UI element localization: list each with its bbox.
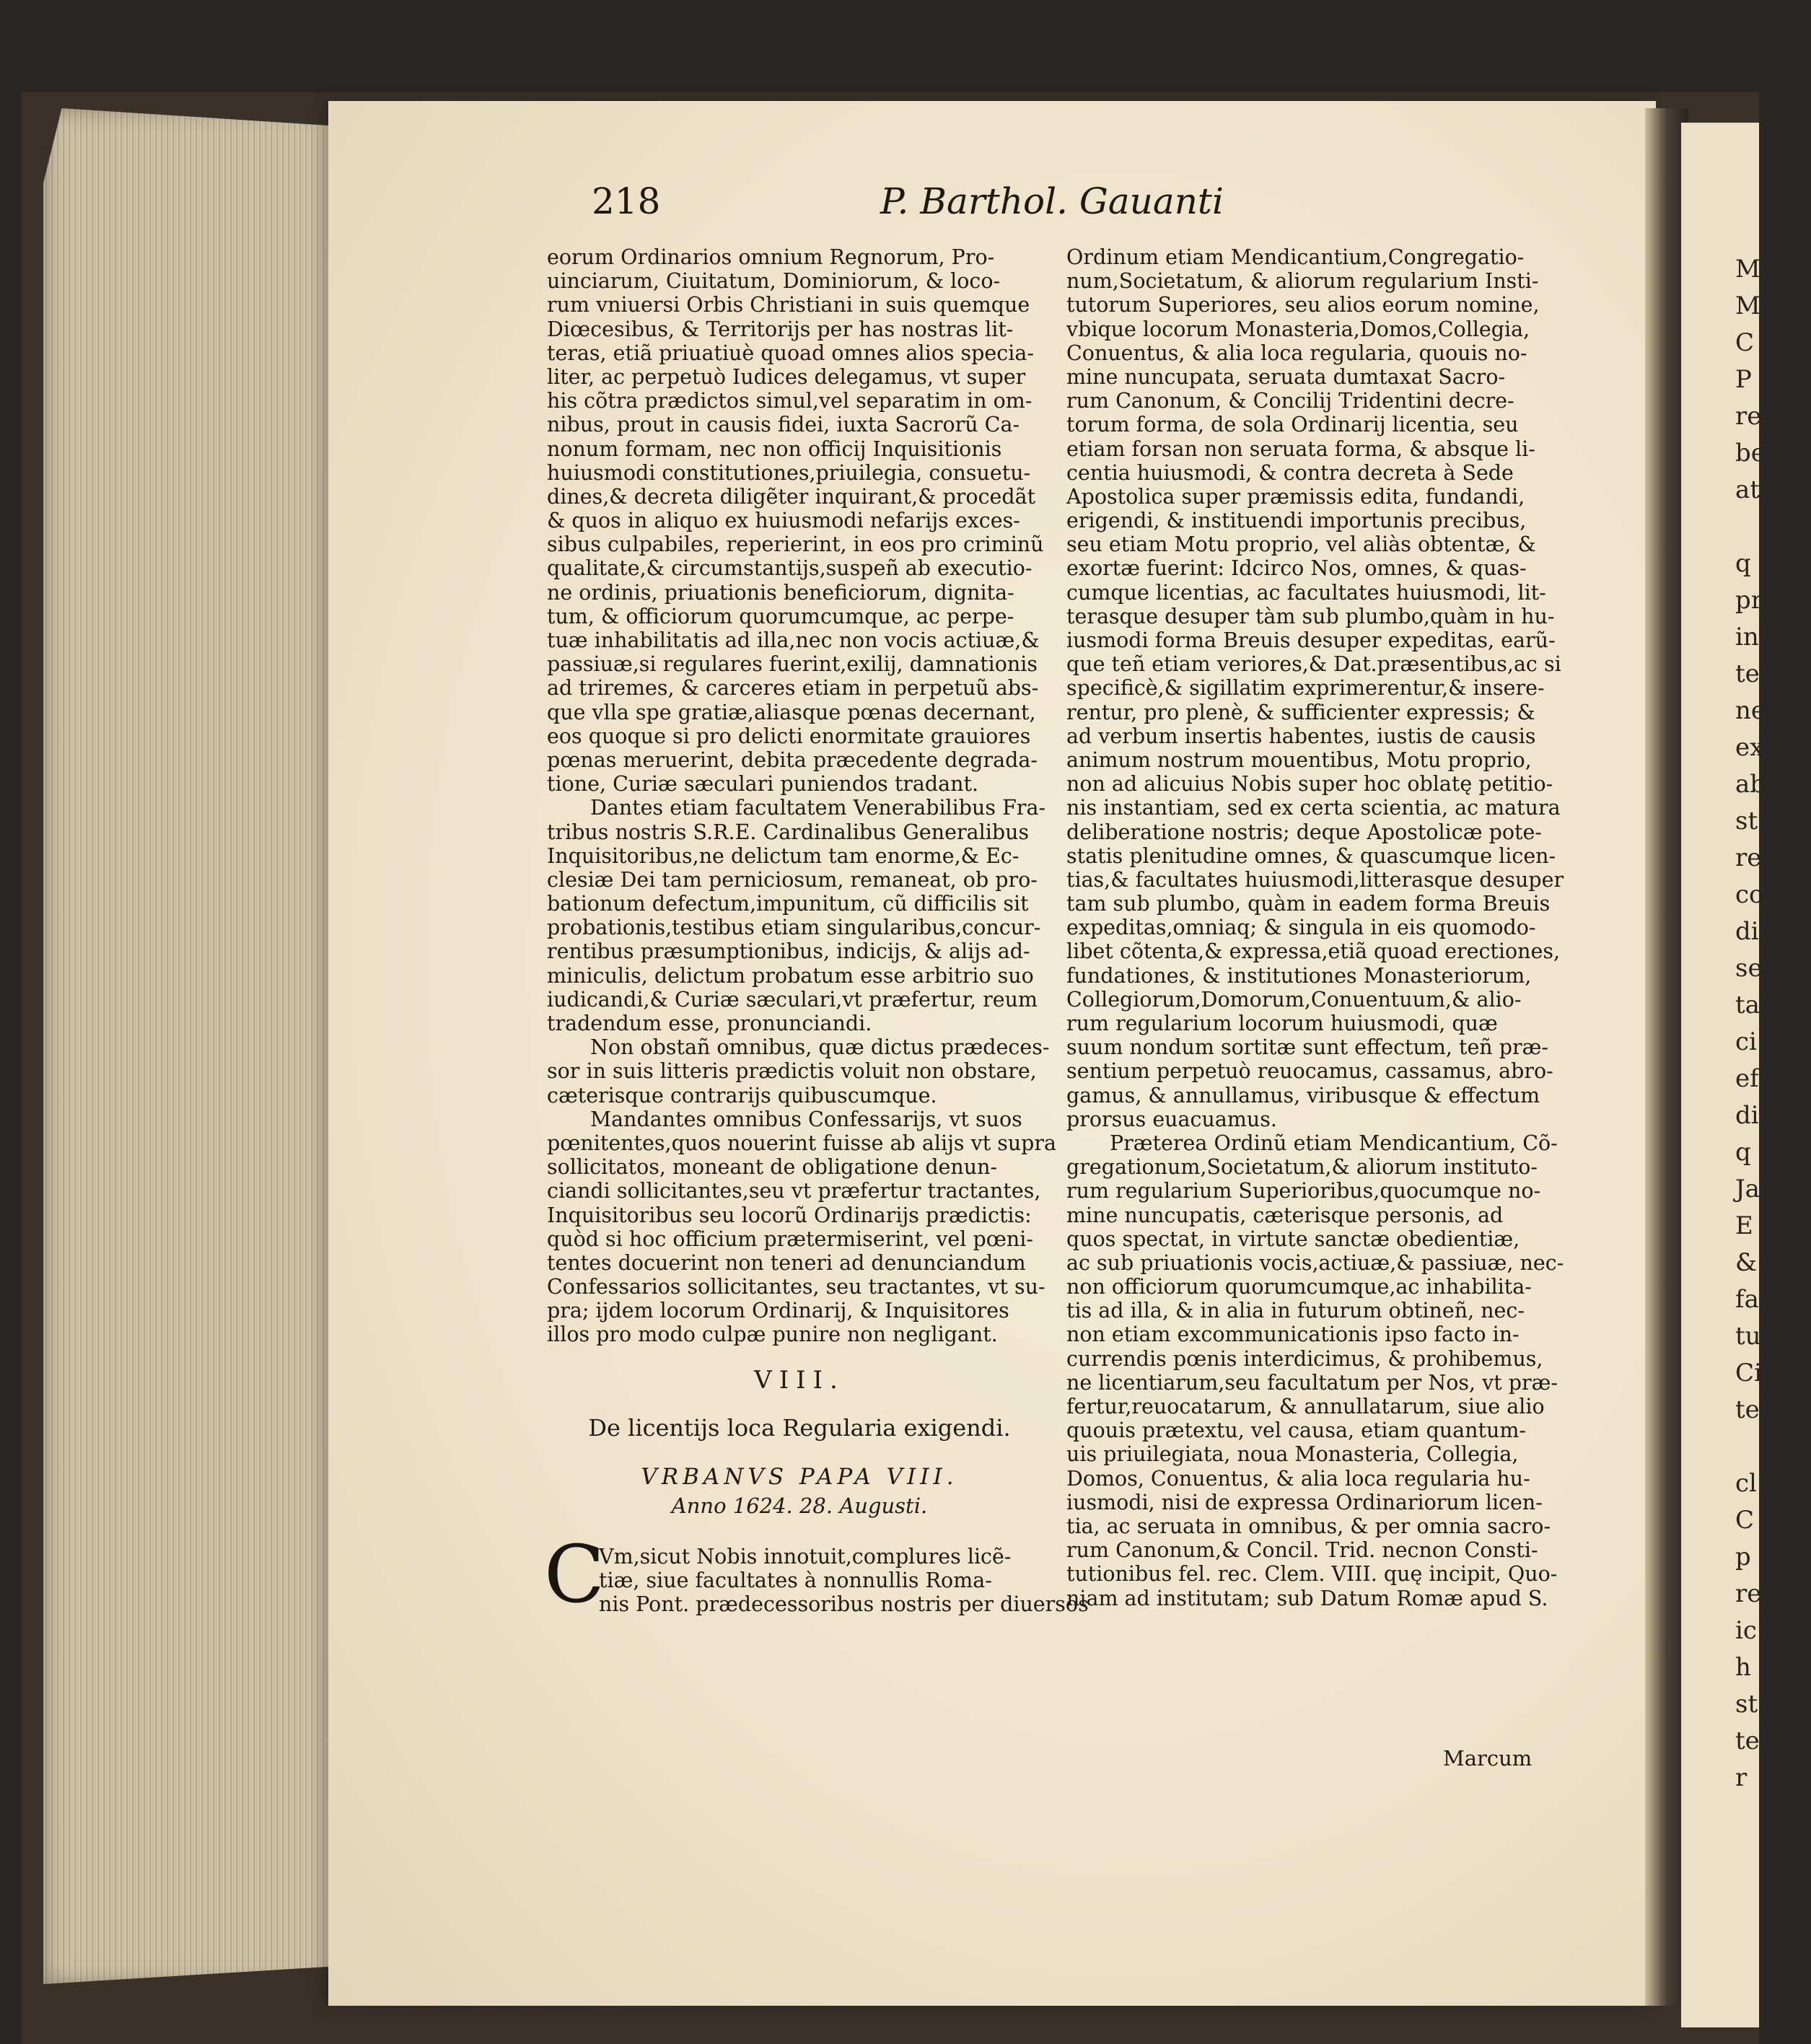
next-page-fragment: E — [1735, 1211, 1753, 1240]
running-head: P. Barthol. Gauanti — [880, 180, 1224, 222]
next-page-fragment: q — [1735, 1138, 1751, 1167]
text-line: dines,& decreta diligẽter inquirant,& procedãt — [547, 484, 1036, 509]
text-line: erigendi, & instituendi importunis precibus, — [1066, 509, 1527, 533]
text-line: quos spectat, in virtute sanctæ obedientiæ, — [1066, 1227, 1520, 1251]
text-line: quouis prætextu, vel causa, etiam quantum- — [1066, 1418, 1526, 1443]
next-page-fragment: ef — [1735, 1064, 1759, 1093]
bull-opening-lines — [547, 1544, 1089, 1617]
next-page-fragment: ic — [1735, 1616, 1757, 1645]
text-line: rum regularium locorum huiusmodi, quæ — [1066, 1012, 1498, 1035]
text-line: bationum defectum,impunitum, cũ difficilis sit — [547, 892, 1029, 916]
section-number: VIII. — [754, 1365, 845, 1395]
text-line: eorum Ordinarios omnium Regnorum, Pro- — [547, 245, 995, 269]
text-line: iudicandi,& Curiæ sæculari,vt præfertur, reum — [547, 987, 1038, 1012]
right-paragraph-2 — [1066, 1131, 1579, 1610]
page-header — [592, 180, 1241, 224]
text-line: ac sub priuationis vocis,actiuæ,& passiuæ, nec- — [1066, 1250, 1564, 1275]
text-line: etiam forsan non seruata forma, & absque li- — [1066, 437, 1535, 461]
text-line: qualitate,& circumstantijs,suspeñ ab executio- — [547, 556, 1032, 581]
text-line: vbique locorum Monasteria,Domos,Collegia, — [1066, 317, 1530, 341]
next-page-fragment: tu — [1735, 1322, 1761, 1351]
date-line: Anno 1624. 28. Augusti. — [671, 1493, 928, 1518]
right-column — [1066, 245, 1579, 1610]
catchword: Marcum — [1443, 1746, 1532, 1771]
text-line: animum nostrum mouentibus, Motu proprio, — [1066, 747, 1532, 772]
section-title: De licentijs loca Regularia exigendi. — [588, 1413, 1011, 1442]
text-line: Dantes etiam facultatem Venerabilibus Fra- — [590, 796, 1046, 820]
text-line: niam ad institutam; sub Datum Romæ apud S. — [1066, 1586, 1548, 1610]
next-page-fragment: C — [1735, 1506, 1755, 1535]
text-line: fertur,reuocatarum, & annullatarum, siue alio — [1066, 1395, 1545, 1418]
text-line: & quos in aliquo ex huiusmodi nefarijs exces- — [547, 509, 1020, 533]
text-line: nis Pont. prædecessoribus nostris per diuersos — [599, 1592, 1089, 1616]
text-line: tutionibus fel. rec. Clem. VIII. quę incipit, Quo- — [1066, 1562, 1558, 1587]
text-line: ne licentiarum,seu facultatum per Nos, vt præ- — [1066, 1370, 1558, 1395]
text-line: non officiorum quorumcumque,ac inhabilita- — [1066, 1275, 1532, 1299]
text-line: ne ordinis, priuationis beneficiorum, dignita- — [547, 580, 1014, 605]
text-line: fundationes, & institutiones Monasteriorum, — [1066, 963, 1532, 988]
next-page-fragment: h — [1735, 1653, 1751, 1682]
text-line: tis ad illa, & in alia in futurum obtineñ, nec- — [1066, 1299, 1525, 1323]
next-page-fragment: te — [1735, 1727, 1760, 1755]
text-line: sor in suis litteris prædictis voluit non obstare, — [547, 1059, 1037, 1084]
text-line: tione, Curiæ sæculari puniendos tradant. — [547, 772, 978, 797]
text-line: sollicitatos, moneant de obligatione denun- — [547, 1155, 998, 1180]
next-page-fragment: re — [1735, 843, 1762, 872]
next-page-fragment: te — [1735, 659, 1760, 688]
left-paragraph-3 — [547, 1035, 1052, 1107]
text-line: iusmodi forma Breuis desuper expeditas, earũ- — [1066, 628, 1556, 652]
text-line: Apostolica super præmissis edita, fundandi, — [1066, 484, 1525, 509]
next-page-fragment: re — [1735, 402, 1762, 431]
left-column — [544, 245, 1089, 1620]
next-page-fragment: & — [1735, 1248, 1758, 1277]
text-line: pœnas meruerint, debita præcedente degrada- — [547, 747, 1038, 772]
text-line: tutorum Superiores, seu alios eorum nomine, — [1066, 293, 1540, 317]
text-line: exortæ fuerint: Idcirco Nos, omnes, & quas- — [1066, 556, 1527, 581]
text-line: expeditas,omniaq; & singula in eis quomodo- — [1066, 916, 1536, 940]
text-line: tam sub plumbo, quàm in eadem forma Breuis — [1066, 892, 1551, 916]
text-line: his cõtra prædictos simul,vel separatim in om- — [547, 389, 1032, 413]
text-line: cæterisque contrarijs quibuscumque. — [547, 1083, 937, 1107]
text-line: num,Societatum, & aliorum regularium Insti- — [1066, 269, 1539, 294]
text-line: tribus nostris S.R.E. Cardinalibus Generalibus — [547, 820, 1030, 844]
text-line: Vm,sicut Nobis innotuit,complures licẽ- — [599, 1544, 1012, 1569]
text-line: uis priuilegiata, noua Monasteria, Collegia, — [1066, 1442, 1519, 1467]
text-line: uinciarum, Ciuitatum, Dominiorum, & loco- — [547, 269, 1001, 294]
left-paragraph-4 — [547, 1107, 1057, 1347]
text-line: sibus culpabiles, reperierint, in eos pro criminũ — [547, 532, 1044, 557]
text-line: cumque licentias, ac facultates huiusmodi, lit- — [1066, 580, 1546, 605]
text-line: Præterea Ordinũ etiam Mendicantium, Cõ- — [1110, 1131, 1558, 1155]
text-line: rum Canonum,& Concil. Trid. necnon Consti- — [1066, 1538, 1538, 1563]
text-line: que vlla spe gratiæ,aliasque pœnas decernant, — [547, 700, 1036, 724]
text-line: deliberatione nostris; deque Apostolicæ pote- — [1066, 820, 1542, 844]
text-line: tias,& facultates huiusmodi,litterasque desuper — [1066, 867, 1564, 892]
next-page-fragment: co — [1735, 880, 1764, 909]
text-line: Ordinum etiam Mendicantium,Congregatio- — [1066, 245, 1525, 269]
text-line: centia huiusmodi, & contra decreta à Sede — [1066, 460, 1514, 485]
text-line: tum, & officiorum quorumcumque, ac perpe- — [547, 604, 1014, 628]
text-line: rum vniuersi Orbis Christiani in suis quemque — [547, 293, 1030, 317]
text-line: passiuæ,si regulares fuerint,exilij, damnationis — [547, 652, 1038, 677]
text-line: rentur, pro plenè, & sufficienter expressis; & — [1066, 700, 1535, 724]
next-page-fragment: M — [1735, 291, 1760, 320]
next-page-fragment: p — [1735, 1543, 1751, 1571]
text-line: currendis pœnis interdicimus, & prohibemus, — [1066, 1346, 1543, 1371]
text-line: seu etiam Motu proprio, vel aliàs obtentæ, & — [1066, 532, 1536, 557]
next-page-fragment: Ja — [1735, 1175, 1760, 1203]
bull-opening — [544, 1527, 1089, 1620]
next-page-fragment: te — [1735, 1395, 1760, 1424]
text-line: prorsus euacuamus. — [1066, 1107, 1277, 1131]
next-page-fragment: P — [1735, 365, 1752, 394]
next-page-fragment: cl — [1735, 1469, 1757, 1498]
text-line: pra; ijdem locorum Ordinarij, & Inquisitores — [547, 1299, 1009, 1323]
page-number: 218 — [592, 180, 661, 222]
right-paragraph-1 — [1066, 245, 1579, 1131]
text-line: illos pro modo culpæ punire non negligant. — [547, 1323, 998, 1347]
left-paragraph-1 — [547, 245, 1052, 796]
next-page-edge — [1681, 123, 1766, 2027]
next-page-fragment: se — [1735, 954, 1763, 983]
text-line: huiusmodi constitutiones,priuilegia, consuetu- — [547, 460, 1031, 485]
next-page-fragment: st — [1735, 807, 1758, 835]
text-line: Mandantes omnibus Confessarijs, vt suos — [590, 1107, 1022, 1131]
text-line: teras, etiã priuatiuè quoad omnes alios specia- — [547, 341, 1034, 365]
text-line: torum forma, de sola Ordinarij licentia, seu — [1066, 413, 1519, 437]
next-page-fragment: di — [1735, 917, 1759, 946]
text-line: tuæ inhabilitatis ad illa,nec non vocis actiuæ,& — [547, 628, 1040, 652]
text-line: tia, ac seruata in omnibus, & per omnia sacro- — [1066, 1514, 1551, 1538]
text-line: probationis,testibus etiam singularibus,concur- — [547, 916, 1041, 940]
text-line: pœnitentes,quos nouerint fuisse ab alijs vt supra — [547, 1131, 1057, 1155]
text-line: nis instantiam, sed ex certa scientia, ac matura — [1066, 796, 1561, 820]
next-page-fragment: Ci — [1735, 1359, 1762, 1387]
text-line: Inquisitoribus seu locorũ Ordinarijs prædictis: — [547, 1203, 1032, 1227]
text-line: tiæ, siue facultates à nonnullis Roma- — [599, 1568, 992, 1592]
text-line: nibus, prout in causis fidei, iuxta Sacrorũ Ca- — [547, 413, 1020, 437]
drop-cap: C — [544, 1527, 605, 1620]
next-page-fragment: ta — [1735, 991, 1760, 1019]
text-line: ciandi sollicitantes,seu vt præfertur tractantes, — [547, 1179, 1041, 1203]
next-page-fragment: di — [1735, 1101, 1759, 1130]
text-line: sentium perpetuò reuocamus, cassamus, abro- — [1066, 1059, 1553, 1084]
text-line: rentibus præsumptionibus, indicijs, & alijs ad- — [547, 939, 1030, 964]
text-line: Domos, Conuentus, & alia loca regularia hu- — [1066, 1466, 1530, 1491]
text-line: suum nondum sortitæ sunt effectum, teñ præ- — [1066, 1035, 1549, 1060]
next-page-fragment: ab — [1735, 770, 1766, 799]
text-line: statis plenitudine omnes, & quascumque licen- — [1066, 843, 1556, 868]
text-line: liter, ac perpetuò Iudices delegamus, vt super — [547, 364, 1026, 389]
text-line: non etiam excommunicationis ipso facto in- — [1066, 1323, 1520, 1347]
text-line: gamus, & annullamus, viribusque & effectum — [1066, 1083, 1540, 1107]
next-page-fragment: at — [1735, 475, 1760, 504]
next-page-fragment: r — [1735, 1763, 1748, 1792]
text-line: terasque desuper tàm sub plumbo,quàm in hu- — [1066, 604, 1555, 628]
text-line: quòd si hoc officium prætermiserint, vel pœni- — [547, 1227, 1033, 1251]
next-page-fragment: ne — [1735, 696, 1766, 725]
text-line: Inquisitoribus,ne delictum tam enorme,& Ec- — [547, 843, 1019, 868]
text-line: clesiæ Dei tam perniciosum, remaneat, ob pro- — [547, 867, 1038, 892]
text-line: que teñ etiam veriores,& Dat.præsentibus,ac si — [1066, 652, 1561, 677]
text-line: eos quoque si pro delicti enormitate grauiores — [547, 724, 1031, 748]
left-paragraph-2 — [547, 796, 1052, 1035]
next-page-fragment: C — [1735, 328, 1755, 357]
text-line: iusmodi, nisi de expressa Ordinariorum licen- — [1066, 1490, 1543, 1514]
text-line: gregationum,Societatum,& aliorum instituto- — [1066, 1155, 1538, 1180]
text-line: nonum formam, nec non officij Inquisitionis — [547, 437, 1002, 461]
next-page-fragment: ci — [1735, 1027, 1757, 1056]
text-line: rum regularium Superioribus,quocumque no- — [1066, 1179, 1541, 1203]
text-line: Conuentus, & alia loca regularia, quouis no- — [1066, 341, 1527, 365]
text-line: specificè,& sigillatim exprimerentur,& insere- — [1066, 676, 1545, 701]
next-page-fragment: fa — [1735, 1285, 1759, 1314]
text-line: non ad alicuius Nobis super hoc oblatę petitio- — [1066, 772, 1553, 797]
next-page-fragment: M — [1735, 255, 1760, 284]
text-line: rum Canonum, & Concilij Tridentini decre- — [1066, 389, 1514, 413]
text-line: ad verbum insertis habentes, iustis de causis — [1066, 724, 1536, 748]
text-line: Non obstañ omnibus, quæ dictus prædeces- — [590, 1035, 1050, 1060]
next-page-fragment: q — [1735, 549, 1751, 578]
text-line: mine nuncupatis, cæterisque personis, ad — [1066, 1203, 1504, 1227]
next-page-fragment: ex — [1735, 733, 1764, 762]
text-line: miniculis, delictum probatum esse arbitrio suo — [547, 963, 1034, 988]
next-page-fragment: pr — [1735, 586, 1763, 615]
text-line: Diœcesibus, & Territorijs per has nostras lit- — [547, 317, 1014, 341]
next-page-fragment: in — [1735, 623, 1759, 652]
text-line: tradendum esse, pronunciandi. — [547, 1012, 872, 1035]
text-line: libet cõtenta,& expressa,etiã quoad erectiones, — [1066, 939, 1561, 964]
text-line: tentes docuerint non teneri ad denunciandum — [547, 1250, 1026, 1275]
next-page-fragment: re — [1735, 1579, 1762, 1608]
text-line: Confessarios sollicitantes, seu tractantes, vt su- — [547, 1275, 1045, 1299]
text-line: Collegiorum,Domorum,Conuentuum,& alio- — [1066, 987, 1522, 1012]
text-line: ad triremes, & carceres etiam in perpetuũ abs- — [547, 676, 1039, 701]
next-page-fragment: st — [1735, 1690, 1758, 1719]
next-page-fragment: be — [1735, 439, 1766, 468]
pope-name: VRBANVS PAPA VIII. — [641, 1463, 958, 1490]
page-edges — [43, 108, 351, 1984]
text-line: mine nuncupata, seruata dumtaxat Sacro- — [1066, 364, 1506, 389]
